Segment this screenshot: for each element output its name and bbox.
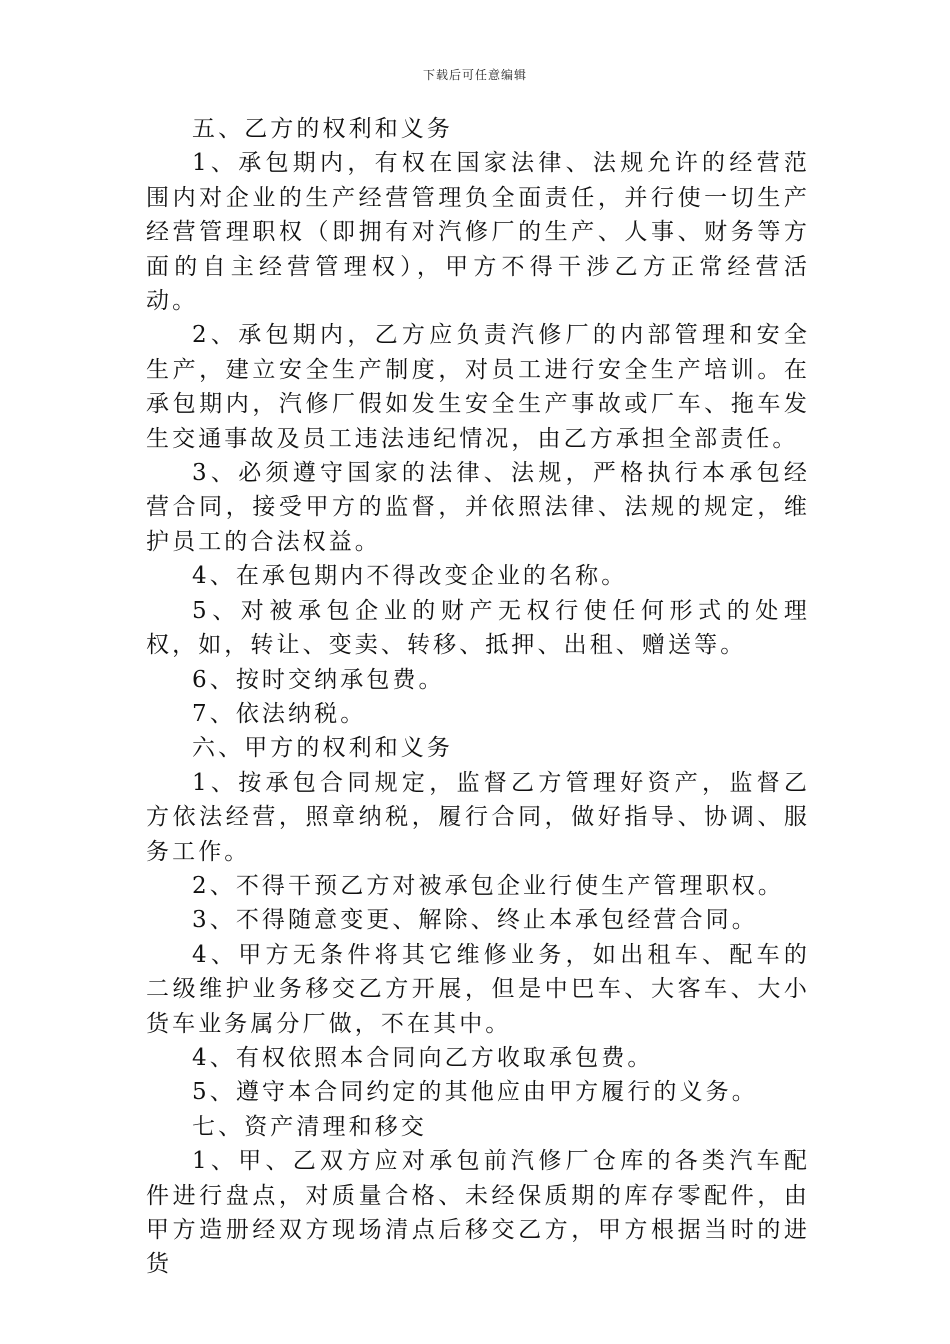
paragraph: 2、承包期内，乙方应负责汽修厂的内部管理和安全生产，建立安全生产制度，对员工进行安全生产培训。在承包期内，汽修厂假如发生安全生产事故或厂车、拖车发生交通事故及员工违法违纪情况，由乙方承担全部责任。: [146, 322, 810, 452]
paragraph: 4、在承包期内不得改变企业的名称。: [192, 563, 628, 590]
paragraph: 5、遵守本合同约定的其他应由甲方履行的义务。: [192, 1079, 758, 1106]
paragraph: 7、依法纳税。: [192, 700, 367, 727]
paragraph: 4、甲方无条件将其它维修业务，如出租车、配车的二级维护业务移交乙方开展，但是中巴车、大客车、大小货车业务属分厂做，不在其中。: [146, 941, 810, 1037]
paragraph: 2、不得干预乙方对被承包企业行使生产管理职权。: [192, 872, 784, 899]
section-heading-7: 七、资产清理和移交: [192, 1113, 427, 1140]
paragraph: 1、甲、乙双方应对承包前汽修厂仓库的各类汽车配件进行盘点，对质量合格、未经保质期的库存零配件，由甲方造册经双方现场清点后移交乙方，甲方根据当时的进货: [146, 1148, 810, 1278]
paragraph: 1、承包期内，有权在国家法律、法规允许的经营范围内对企业的生产经营管理负全面责任，并行使一切生产经营管理职权（即拥有对汽修厂的生产、人事、财务等方面的自主经营管理权），甲方不得干涉乙方正常经营活动。: [146, 150, 810, 315]
page-header-note: 下载后可任意编辑: [422, 68, 527, 82]
paragraph: 1、按承包合同规定，监督乙方管理好资产，监督乙方依法经营，照章纳税，履行合同，做好指导、协调、服务工作。: [146, 769, 810, 865]
paragraph: 6、按时交纳承包费。: [192, 666, 445, 693]
paragraph: 5、对被承包企业的财产无权行使任何形式的处理权，如，转让、变卖、转移、抵押、出租、赠送等。: [146, 597, 810, 659]
paragraph: 3、必须遵守国家的法律、法规，严格执行本承包经营合同，接受甲方的监督，并依照法律、法规的规定，维护员工的合法权益。: [146, 460, 810, 555]
section-heading-5: 五、乙方的权利和义务: [192, 116, 453, 142]
document-body: [146, 112, 810, 1282]
section-heading-6: 六、甲方的权利和义务: [192, 735, 453, 762]
paragraph: 3、不得随意变更、解除、终止本承包经营合同。: [192, 907, 758, 934]
paragraph: 4、有权依照本合同向乙方收取承包费。: [192, 1044, 654, 1071]
